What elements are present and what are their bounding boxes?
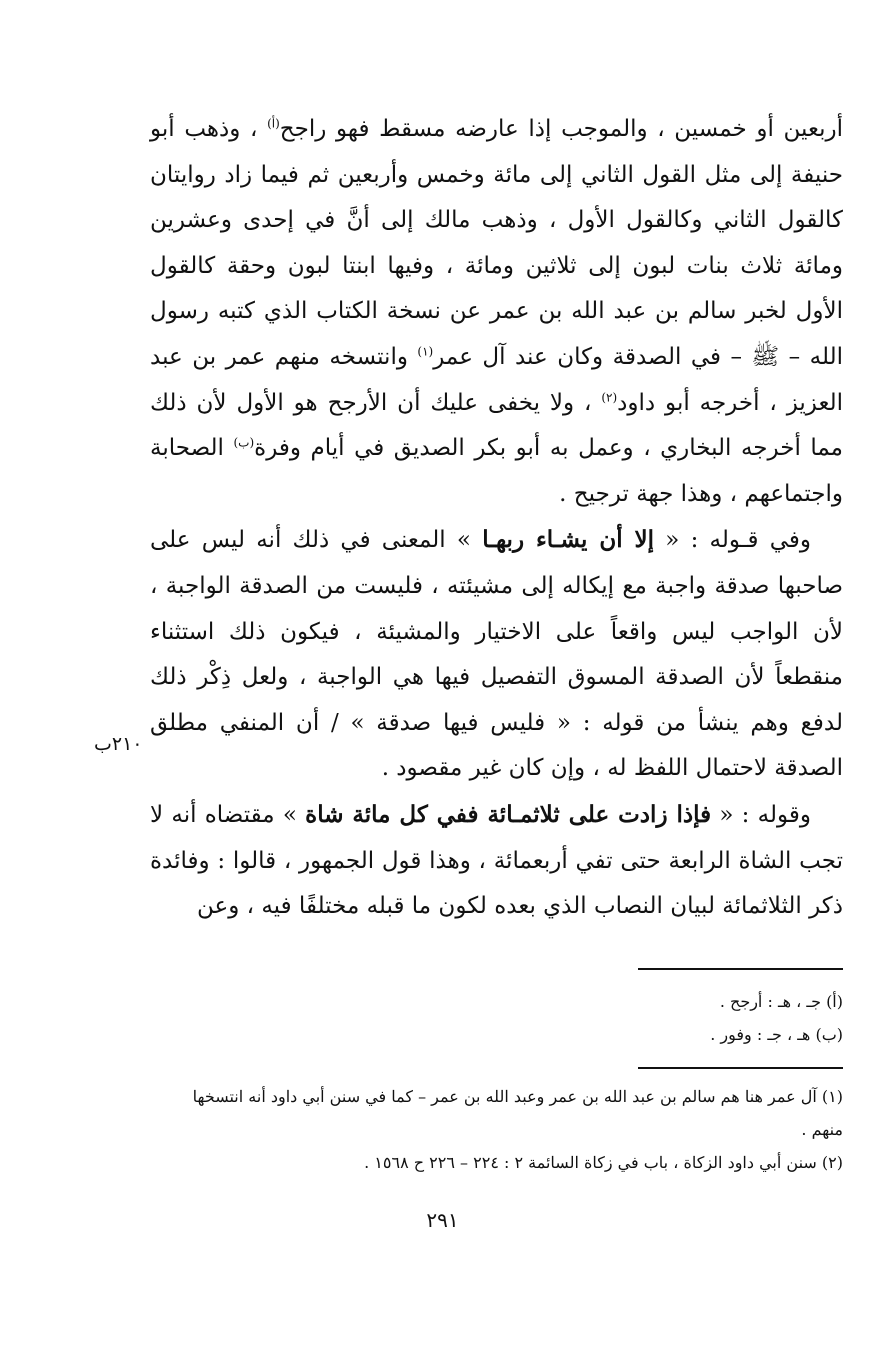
source-note: (١) آل عمر هنا هم سالم بن عبد الله بن عمر وعبد الله بن عمر – كما في سنن أبي داود أنه انتسخها منهم . [192, 1087, 843, 1139]
footnote-marker: (١) [417, 344, 434, 359]
text-run: ، وذهب أبو حنيفة إلى مثل القول الثاني إلى مائة وخمس وأربعين ثم فيما زاد روايتان كالقول الثاني وكالقول الأول ، وذهب مالك إلى أنَّ في إحدى وعشرين ومائة ثلاث بنات لبون إلى ثلاثين ومائة ، وفيها ابنتا لبون وحقة كالقول الأول لخبر سالم بن عبد الله بن عمر عن نسخة الكتاب الذي كتبه رسول الله – ﷺ – في الصدقة وكان عند آل عمر [150, 116, 843, 370]
text-run: » المعنى في ذلك أنه ليس على صاحبها صدقة واجبة مع إيكاله إلى مشيئته ، فليست من الصدقة الواجبة ، لأن الواجب ليس واقعاً على الاختيار والمشيئة ، فيكون ذلك استثناء منقطعاً لأن الصدقة المسوق التفصيل فيها هي الواجبة ، ولعل ذِكْر ذلك لدفع وهم ينشأ من قوله : « فليس فيها صدقة » / أن المنفي مطلق الصدقة لاحتمال اللفظ له ، وإن كان غير مقصود . [150, 527, 843, 782]
marginal-folio-number: ٢١٠ب [94, 733, 143, 755]
hadith-quote: فإذا زادت على ثلاثمـائة ففي كل مائة شاة [305, 800, 712, 828]
text-run: وانتسخه منهم عمر بن عبد العزيز ، أخرجه أبو داود [150, 343, 843, 416]
footnote-divider-1 [638, 968, 843, 970]
paragraph-1 [150, 107, 843, 517]
paragraph-3 [150, 792, 843, 930]
text-run: ، ولا يخفى عليك أن الأرجح هو الأول لأن ذلك مما أخرجه البخاري ، وعمل به أبو بكر الصديق في أيام وفرة [150, 389, 843, 462]
text-run: وقوله : « [711, 801, 811, 828]
paragraph-2 [150, 517, 843, 792]
variant-note: (أ) جـ ، هـ : أرجح . [719, 992, 843, 1011]
text-run: » مقتضاه أنه لا تجب الشاة الرابعة حتى تفي أربعمائة ، وهذا قول الجمهور ، قالوا : وفائدة ذكر الثلاثمائة لبيان النصاب الذي بعده لكون ما قبله مختلفًا فيه ، وعن [150, 801, 843, 920]
text-run: أربعين أو خمسين ، والموجب إذا عارضه مسقط فهو راجح [279, 116, 843, 142]
footnote-marker: (أ) [267, 116, 280, 131]
footnote-marker: (ب) [233, 435, 255, 450]
text-run: الصحابة واجتماعهم ، وهذا جهة ترجيح . [150, 435, 843, 507]
page-number: ٢٩١ [426, 1208, 459, 1232]
text-run: وفي قـوله : « [654, 527, 811, 554]
footnote-marker: (٢) [601, 389, 618, 404]
source-note: (٢) سنن أبي داود الزكاة ، باب في زكاة السائمة ٢ : ٢٢٤ – ٢٢٦ ح ١٥٦٨ . [364, 1153, 843, 1172]
footnote-divider-2 [638, 1067, 843, 1069]
variant-notes [500, 985, 843, 1051]
source-notes [170, 1080, 843, 1179]
main-text-block [150, 107, 843, 930]
variant-note: (ب) هـ ، جـ : وفور . [710, 1025, 843, 1044]
hadith-quote: إلا أن يشـاء ربهـا [482, 526, 655, 554]
